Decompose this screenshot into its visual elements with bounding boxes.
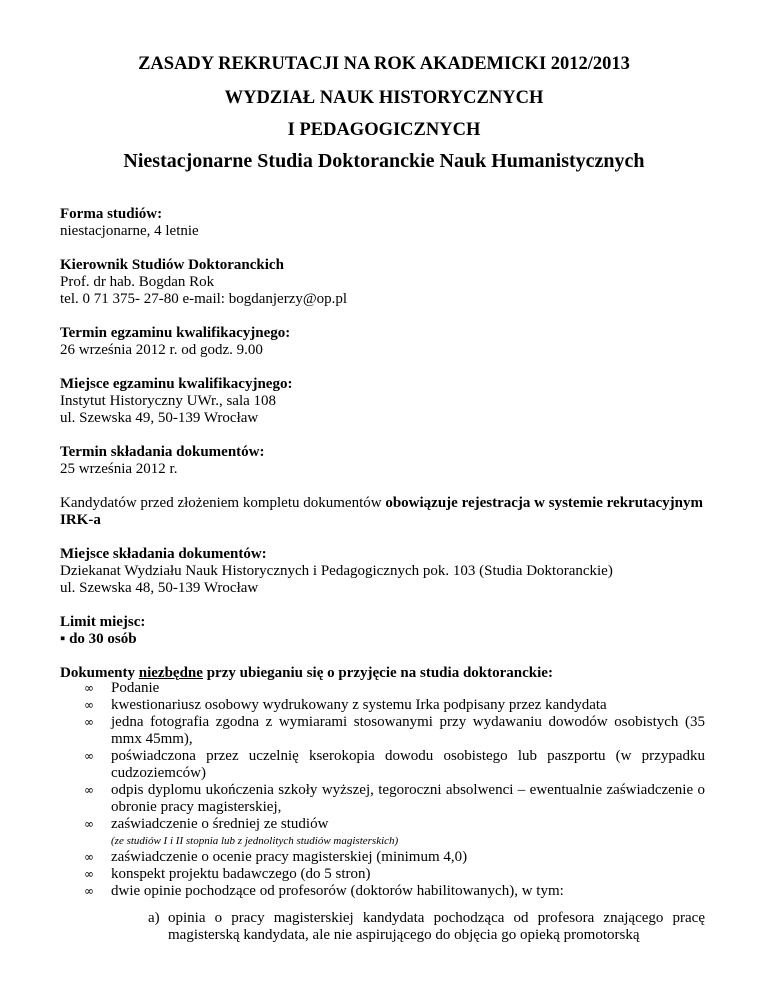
miejsce-egz-line1: Instytut Historyczny UWr., sala 108 <box>60 393 277 409</box>
section-termin-egzaminu <box>60 325 705 359</box>
infinity-bullet-icon: ∞ <box>84 715 94 729</box>
infinity-bullet-icon: ∞ <box>84 817 94 831</box>
miejsce-dok-line1: Dziekanat Wydziału Nauk Historycznych i Pedagogicznych pok. 103 (Studia Doktoranckie) <box>60 563 613 579</box>
miejsce-dok-label: Miejsce składania dokumentów: <box>60 546 267 562</box>
infinity-bullet-icon: ∞ <box>84 681 94 695</box>
infinity-bullet-icon: ∞ <box>84 884 94 898</box>
list-item: ∞ zaświadczenie o ocenie pracy magisterskiej (minimum 4,0) <box>84 849 468 865</box>
termin-dok-value: 25 września 2012 r. <box>60 461 178 477</box>
infinity-bullet-icon: ∞ <box>84 867 94 881</box>
section-rejestracja <box>60 495 705 529</box>
section-forma <box>60 206 705 240</box>
dokumenty-after: przy ubieganiu się o przyjęcie na studia doktoranckie: <box>202 665 553 681</box>
termin-dok-label: Termin składania dokumentów: <box>60 444 265 460</box>
miejsce-egz-line2: ul. Szewska 49, 50-139 Wrocław <box>60 410 259 426</box>
termin-egz-value: 26 września 2012 r. od godz. 9.00 <box>60 342 263 358</box>
list-item: ∞ dwie opinie pochodzące od profesorów (doktorów habilitowanych), w tym: <box>84 883 564 899</box>
miejsce-egz-label: Miejsce egzaminu kwalifikacyjnego: <box>60 376 293 392</box>
limit-value: ▪ do 30 osób <box>60 631 137 647</box>
rejestracja-bold: obowiązuje rejestracja w systemie rekrutacyjnym IRK-a <box>60 495 704 528</box>
section-kierownik <box>60 257 705 308</box>
infinity-bullet-icon: ∞ <box>84 698 94 712</box>
section-termin-dokumentow <box>60 444 705 478</box>
list-item: ∞ poświadczona przez uczelnię kserokopia dowodu osobistego lub paszportu (w przypadku cudzoziemców) <box>84 748 705 781</box>
faculty-name-line2: I PEDAGOGICZNYCH <box>287 120 481 140</box>
faculty-name-line1: WYDZIAŁ NAUK HISTORYCZNYCH <box>224 88 544 108</box>
list-item: ∞ Podanie <box>84 680 160 696</box>
dokumenty-before: Dokumenty <box>60 665 139 681</box>
kierownik-name: Prof. dr hab. Bogdan Rok <box>60 274 215 290</box>
document-note: (ze studiów I i II stopnia lub z jednolitych studiów magisterskich) <box>111 835 399 847</box>
list-item: ∞ odpis dyplomu ukończenia szkoły wyższej, tegoroczni absolwenci – ewentualnie zaświadczenie o obronie pracy magisterskiej, <box>84 782 705 815</box>
info-sections <box>60 206 705 699</box>
doc-title: ZASADY REKRUTACJI NA ROK AKADEMICKI 2012/2013 <box>138 54 630 74</box>
forma-label: Forma studiów: <box>60 206 163 222</box>
sub-item-marker: a) <box>148 910 160 926</box>
miejsce-dok-line2: ul. Szewska 48, 50-139 Wrocław <box>60 580 259 596</box>
kierownik-label: Kierownik Studiów Doktoranckich <box>60 257 284 273</box>
list-item: ∞ jedna fotografia zgodna z wymiarami stosowanymi przy wydawaniu dowodów osobistych (35 mmx 45mm), <box>84 714 705 747</box>
forma-value: niestacjonarne, 4 letnie <box>60 223 199 239</box>
sub-item-text: opinia o pracy magisterskiej kandydata pochodząca od profesora znającego pracę magisterską kandydata, ale nie aspirującego do objęcia go opieką promotorską <box>168 910 705 943</box>
sub-item-a <box>148 910 705 944</box>
section-limit <box>60 614 705 648</box>
documents-list <box>60 680 705 900</box>
infinity-bullet-icon: ∞ <box>84 850 94 864</box>
kierownik-contact: tel. 0 71 375- 27-80 e-mail: bogdanjerzy@op.pl <box>60 291 348 307</box>
infinity-bullet-icon: ∞ <box>84 749 94 763</box>
list-item: ∞ kwestionariusz osobowy wydrukowany z systemu Irka podpisany przez kandydata <box>84 697 607 713</box>
termin-egz-label: Termin egzaminu kwalifikacyjnego: <box>60 325 291 341</box>
infinity-bullet-icon: ∞ <box>84 783 94 797</box>
limit-label: Limit miejsc: <box>60 614 146 630</box>
list-item: ∞ konspekt projektu badawczego (do 5 stron) <box>84 866 371 882</box>
dokumenty-underlined: niezbędne <box>138 665 203 681</box>
section-miejsce-egzaminu <box>60 376 705 427</box>
rejestracja-text: Kandydatów przed złożeniem kompletu dokumentów <box>60 495 386 511</box>
programme-name: Niestacjonarne Studia Doktoranckie Nauk Humanistycznych <box>123 150 645 172</box>
section-miejsce-dokumentow <box>60 546 705 597</box>
list-item: ∞ zaświadczenie o średniej ze studiów (ze studiów I i II stopnia lub z jednolitych studiów magisterskich) <box>60 816 705 849</box>
